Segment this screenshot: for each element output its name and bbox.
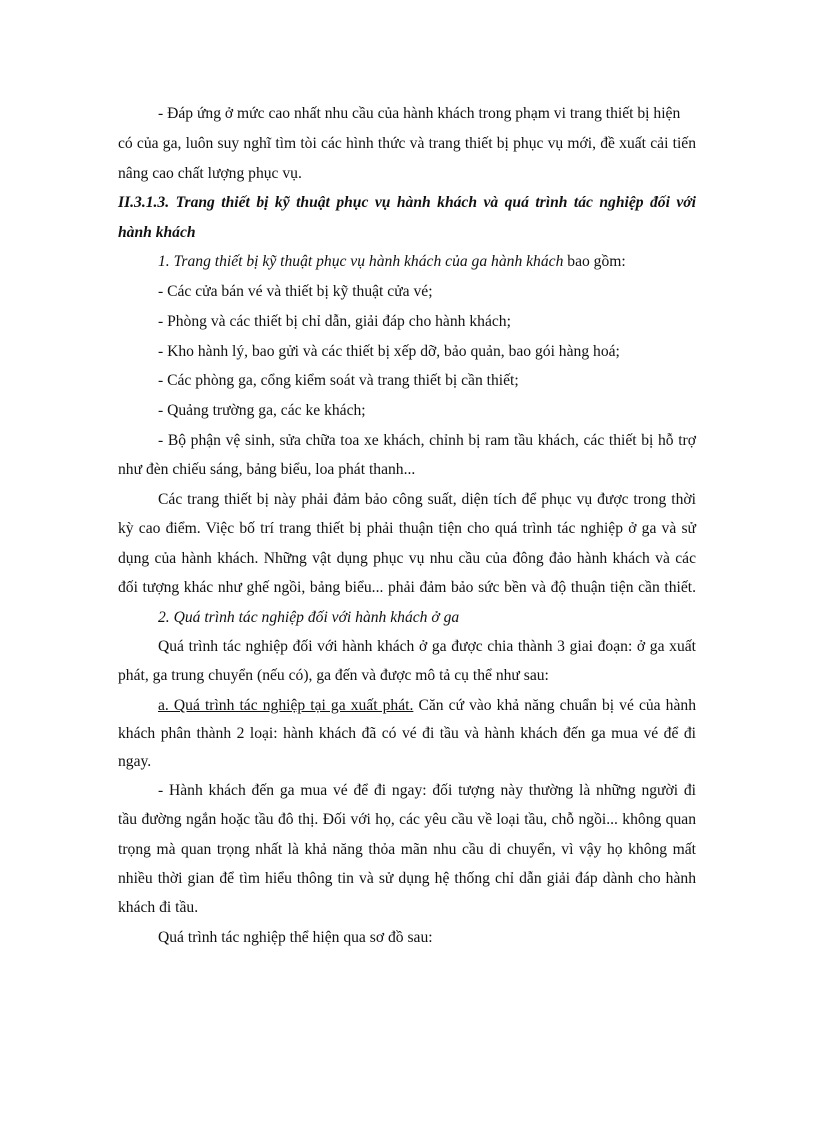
paragraph-line: Quá trình tác nghiệp thể hiện qua sơ đồ sau:: [158, 929, 433, 946]
paragraph-line: - Đáp ứng ở mức cao nhất nhu cầu của hành khách trong phạm vi trang thiết bị hiện: [158, 105, 681, 122]
paragraph-line: Quá trình tác nghiệp đối với hành khách ở ga được chia thành 3 giai đoạn: ở ga xuất: [158, 638, 696, 655]
list-item: - Quảng trường ga, các ke khách;: [158, 402, 366, 419]
paragraph-line: kỳ cao điểm. Việc bố trí trang thiết bị phải thuận tiện cho quá trình tác nghiệp ở ga và sử: [118, 520, 696, 537]
paragraph-line: - Hành khách đến ga mua vé để đi ngay: đối tượng này thường là những người đi: [158, 782, 696, 799]
paragraph-line: ngay.: [118, 753, 152, 770]
list-item: - Phòng và các thiết bị chỉ dẫn, giải đáp cho hành khách;: [158, 313, 511, 330]
paragraph-line: có của ga, luôn suy nghĩ tìm tòi các hình thức và trang thiết bị phục vụ mới, đề xuất cải tiến: [118, 135, 696, 152]
section-heading: II.3.1.3. Trang thiết bị kỹ thuật phục vụ hành khách và quá trình tác nghiệp đối với: [118, 194, 696, 211]
list-item: - Kho hành lý, bao gửi và các thiết bị xếp dỡ, bảo quản, bao gói hàng hoá;: [158, 343, 620, 360]
paragraph-line: nhiều thời gian để tìm hiểu thông tin và sử dụng hệ thống chỉ dẫn giải đáp dành cho hành: [118, 870, 696, 887]
paragraph-line: Các trang thiết bị này phải đảm bảo công suất, diện tích để phục vụ được trong thời: [158, 491, 696, 508]
list-item: - Bộ phận vệ sinh, sửa chữa toa xe khách, chỉnh bị ram tầu khách, các thiết bị hỗ trợ: [158, 432, 696, 449]
paragraph-line: khách phân thành 2 loại: hành khách đã có vé đi tầu và hành khách đến ga mua vé để đi: [118, 725, 696, 742]
paragraph-line: tầu đường ngắn hoặc tầu đô thị. Đối với họ, các yêu cầu về loại tầu, chỗ ngồi... không quan: [118, 811, 696, 828]
subsection-title: a. Quá trình tác nghiệp tại ga xuất phát.: [158, 697, 414, 714]
subsection-title-rest: Căn cứ vào khả năng chuẩn bị vé của hành: [413, 697, 696, 714]
paragraph-line: dụng của hành khách. Những vật dụng phục vụ nhu cầu của đông đảo hành khách và các: [118, 550, 696, 567]
paragraph-line: khách đi tầu.: [118, 899, 199, 916]
list-item: như đèn chiếu sáng, bảng biểu, loa phát thanh...: [118, 461, 416, 478]
paragraph-line: trọng mà quan trọng nhất là khả năng thỏa mãn nhu cầu di chuyển, vì vậy họ không mất: [118, 841, 696, 858]
subsection-title: 2. Quá trình tác nghiệp đối với hành khách ở ga: [158, 609, 460, 626]
subsection-line: [158, 252, 626, 272]
list-item: - Các phòng ga, cổng kiểm soát và trang thiết bị cần thiết;: [158, 372, 519, 389]
list-item: - Các cửa bán vé và thiết bị kỹ thuật cửa vé;: [158, 283, 433, 300]
subsection-line: [158, 696, 696, 716]
paragraph-line: phát, ga trung chuyển (nếu có), ga đến và được mô tả cụ thể như sau:: [118, 667, 549, 684]
subsection-title: 1. Trang thiết bị kỹ thuật phục vụ hành khách của ga hành khách: [158, 253, 564, 270]
paragraph-line: nâng cao chất lượng phục vụ.: [118, 165, 302, 182]
paragraph-line: đối tượng khác như ghế ngồi, bảng biểu... phải đảm bảo sức bền và độ thuận tiện cần thiết.: [118, 579, 696, 596]
section-heading: hành khách: [118, 224, 196, 241]
subsection-title-rest: bao gồm:: [563, 253, 626, 270]
